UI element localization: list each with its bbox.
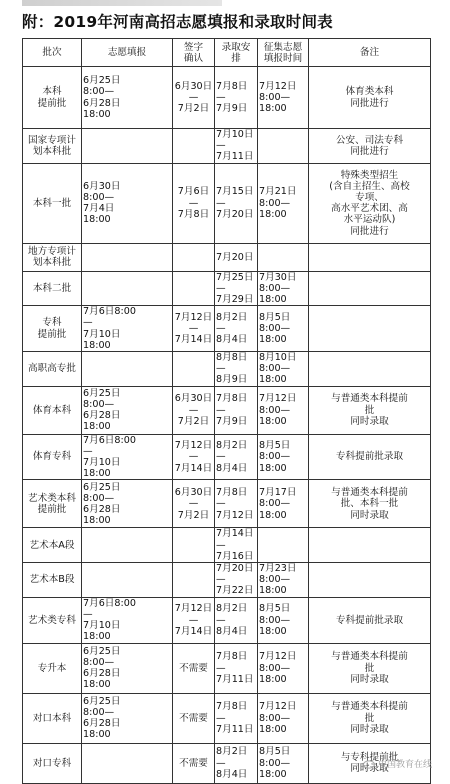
cell-batch: 高职高专批 — [23, 352, 82, 387]
table-row — [23, 306, 431, 352]
cell-note: 与普通类本科提前 批 同时录取 — [309, 643, 431, 693]
cell-sign: 6月30日 — 7月2日 — [173, 67, 215, 129]
cell-fill: 7月6日8:00 — 7月10日 18:00 — [82, 306, 173, 352]
cell-batch: 对口专科 — [23, 743, 82, 783]
cell-solicit: 7月30日 8:00— 18:00 — [258, 271, 309, 306]
cell-fill: 6月25日 8:00— 6月28日 18:00 — [82, 386, 173, 434]
cell-admit: 8月2日 — 8月4日 — [215, 743, 258, 783]
cell-batch: 本科一批 — [23, 163, 82, 243]
schedule-table — [22, 38, 431, 784]
cell-sign — [173, 129, 215, 164]
cell-solicit: 7月12日 8:00— 18:00 — [258, 643, 309, 693]
table-row — [23, 243, 431, 271]
header-note: 备注 — [309, 39, 431, 67]
watermark — [363, 757, 432, 770]
cell-batch: 本科二批 — [23, 271, 82, 306]
cell-sign: 7月12日 — 7月14日 — [173, 597, 215, 643]
cell-admit: 7月20日 — 7月22日 — [215, 563, 258, 598]
cell-fill: 6月25日 8:00— 6月28日 18:00 — [82, 480, 173, 528]
cell-batch: 地方专项计 划本科批 — [23, 243, 82, 271]
cell-admit: 7月10日 — 7月11日 — [215, 129, 258, 164]
cell-fill: 6月25日 8:00— 6月28日 18:00 — [82, 643, 173, 693]
table-row — [23, 563, 431, 598]
table-row — [23, 480, 431, 528]
table-row — [23, 163, 431, 243]
cell-note: 公安、司法专科 同批进行 — [309, 129, 431, 164]
table-row — [23, 386, 431, 434]
cell-batch: 对口本科 — [23, 693, 82, 743]
cell-admit: 8月2日 — 8月4日 — [215, 597, 258, 643]
table-row — [23, 597, 431, 643]
cell-solicit: 8月5日 8:00— 18:00 — [258, 434, 309, 480]
cell-sign: 7月6日 — 7月8日 — [173, 163, 215, 243]
header-batch: 批次 — [23, 39, 82, 67]
cell-batch: 艺术本A段 — [23, 528, 82, 563]
cell-batch: 艺术类专科 — [23, 597, 82, 643]
watermark-logo-icon — [363, 760, 375, 769]
cell-solicit: 7月12日 8:00— 18:00 — [258, 693, 309, 743]
table-row — [23, 643, 431, 693]
cell-sign: 7月12日 — 7月14日 — [173, 434, 215, 480]
cell-fill — [82, 243, 173, 271]
cell-admit: 8月2日 — 8月4日 — [215, 434, 258, 480]
header-admit: 录取安 排 — [215, 39, 258, 67]
cell-batch: 体育本科 — [23, 386, 82, 434]
cell-admit: 8月8日 — 8月9日 — [215, 352, 258, 387]
cell-fill: 6月25日 8:00— 6月28日 18:00 — [82, 693, 173, 743]
cell-note: 特殊类型招生 (含自主招生、高校 专项、 高水平艺术团、高 水平运动队) 同批进行 — [309, 163, 431, 243]
cell-fill: 6月25日 8:00— 6月28日 18:00 — [82, 67, 173, 129]
cell-sign: 7月12日 — 7月14日 — [173, 306, 215, 352]
cell-solicit — [258, 528, 309, 563]
cell-batch: 专科 提前批 — [23, 306, 82, 352]
cell-note: 体育类本科 同批进行 — [309, 67, 431, 129]
cell-fill — [82, 563, 173, 598]
cell-solicit: 7月17日 8:00— 18:00 — [258, 480, 309, 528]
cell-note: 与专科提前批 同时录取 — [309, 743, 431, 783]
cell-solicit — [258, 243, 309, 271]
cell-sign: 不需要 — [173, 743, 215, 783]
cell-admit: 7月25日 — 7月29日 — [215, 271, 258, 306]
cell-batch: 本科 提前批 — [23, 67, 82, 129]
cell-note — [309, 528, 431, 563]
cell-admit: 7月14日 — 7月16日 — [215, 528, 258, 563]
cell-admit: 7月8日 — 7月11日 — [215, 643, 258, 693]
cell-fill — [82, 129, 173, 164]
cell-solicit: 8月5日 8:00— 18:00 — [258, 306, 309, 352]
cell-admit: 7月8日 — 7月11日 — [215, 693, 258, 743]
cell-note — [309, 243, 431, 271]
cell-admit: 7月8日 — 7月12日 — [215, 480, 258, 528]
cell-note — [309, 352, 431, 387]
table-row — [23, 693, 431, 743]
cell-solicit: 7月23日 8:00— 18:00 — [258, 563, 309, 598]
cell-sign: 不需要 — [173, 693, 215, 743]
cell-sign — [173, 271, 215, 306]
cell-solicit: 8月5日 8:00— 18:00 — [258, 743, 309, 783]
cell-fill — [82, 271, 173, 306]
cell-solicit — [258, 129, 309, 164]
cell-fill: 7月6日8:00 — 7月10日 18:00 — [82, 434, 173, 480]
cell-fill — [82, 743, 173, 783]
cell-batch: 体育专科 — [23, 434, 82, 480]
header-fill: 志愿填报 — [82, 39, 173, 67]
cell-note — [309, 306, 431, 352]
cell-note — [309, 563, 431, 598]
table-row — [23, 352, 431, 387]
table-row — [23, 271, 431, 306]
cell-admit: 7月20日 — [215, 243, 258, 271]
cell-admit: 8月2日 — 8月4日 — [215, 306, 258, 352]
cell-note: 与普通类本科提前 批 同时录取 — [309, 693, 431, 743]
cell-admit: 7月8日 — 7月9日 — [215, 67, 258, 129]
cell-sign — [173, 528, 215, 563]
cell-note: 专科提前批录取 — [309, 434, 431, 480]
cell-fill — [82, 528, 173, 563]
cell-sign: 6月30日 — 7月2日 — [173, 480, 215, 528]
cell-note: 专科提前批录取 — [309, 597, 431, 643]
cell-solicit: 7月12日 8:00— 18:00 — [258, 386, 309, 434]
cell-fill — [82, 352, 173, 387]
cell-solicit: 8月10日 8:00— 18:00 — [258, 352, 309, 387]
cropped-header-text — [22, 0, 222, 6]
cell-sign: 6月30日 — 7月2日 — [173, 386, 215, 434]
cell-batch: 国家专项计 划本科批 — [23, 129, 82, 164]
cell-admit: 7月15日 — 7月20日 — [215, 163, 258, 243]
header-solicit: 征集志愿 填报时间 — [258, 39, 309, 67]
table-row — [23, 129, 431, 164]
cell-solicit: 8月5日 8:00— 18:00 — [258, 597, 309, 643]
watermark-text: 中国教育在线 — [377, 760, 432, 770]
cell-note: 与普通类本科提前 批、本科一批 同时录取 — [309, 480, 431, 528]
cell-fill: 7月6日8:00 — 7月10日 18:00 — [82, 597, 173, 643]
cell-note: 与普通类本科提前 批 同时录取 — [309, 386, 431, 434]
cell-batch: 艺术本B段 — [23, 563, 82, 598]
cell-note — [309, 271, 431, 306]
cell-solicit: 7月21日 8:00— 18:00 — [258, 163, 309, 243]
cell-sign — [173, 352, 215, 387]
header-sign: 签字 确认 — [173, 39, 215, 67]
cell-sign — [173, 563, 215, 598]
table-row — [23, 528, 431, 563]
page-title: 附：2019年河南高招志愿填报和录取时间表 — [22, 13, 333, 31]
cell-fill: 6月30日 8:00— 7月4日 18:00 — [82, 163, 173, 243]
table-row — [23, 434, 431, 480]
cell-batch: 专升本 — [23, 643, 82, 693]
cell-sign — [173, 243, 215, 271]
cell-batch: 艺术类本科 提前批 — [23, 480, 82, 528]
table-header-row — [23, 39, 431, 67]
table-row — [23, 67, 431, 129]
cell-solicit: 7月12日 8:00— 18:00 — [258, 67, 309, 129]
cell-admit: 7月8日 — 7月9日 — [215, 386, 258, 434]
cell-sign: 不需要 — [173, 643, 215, 693]
